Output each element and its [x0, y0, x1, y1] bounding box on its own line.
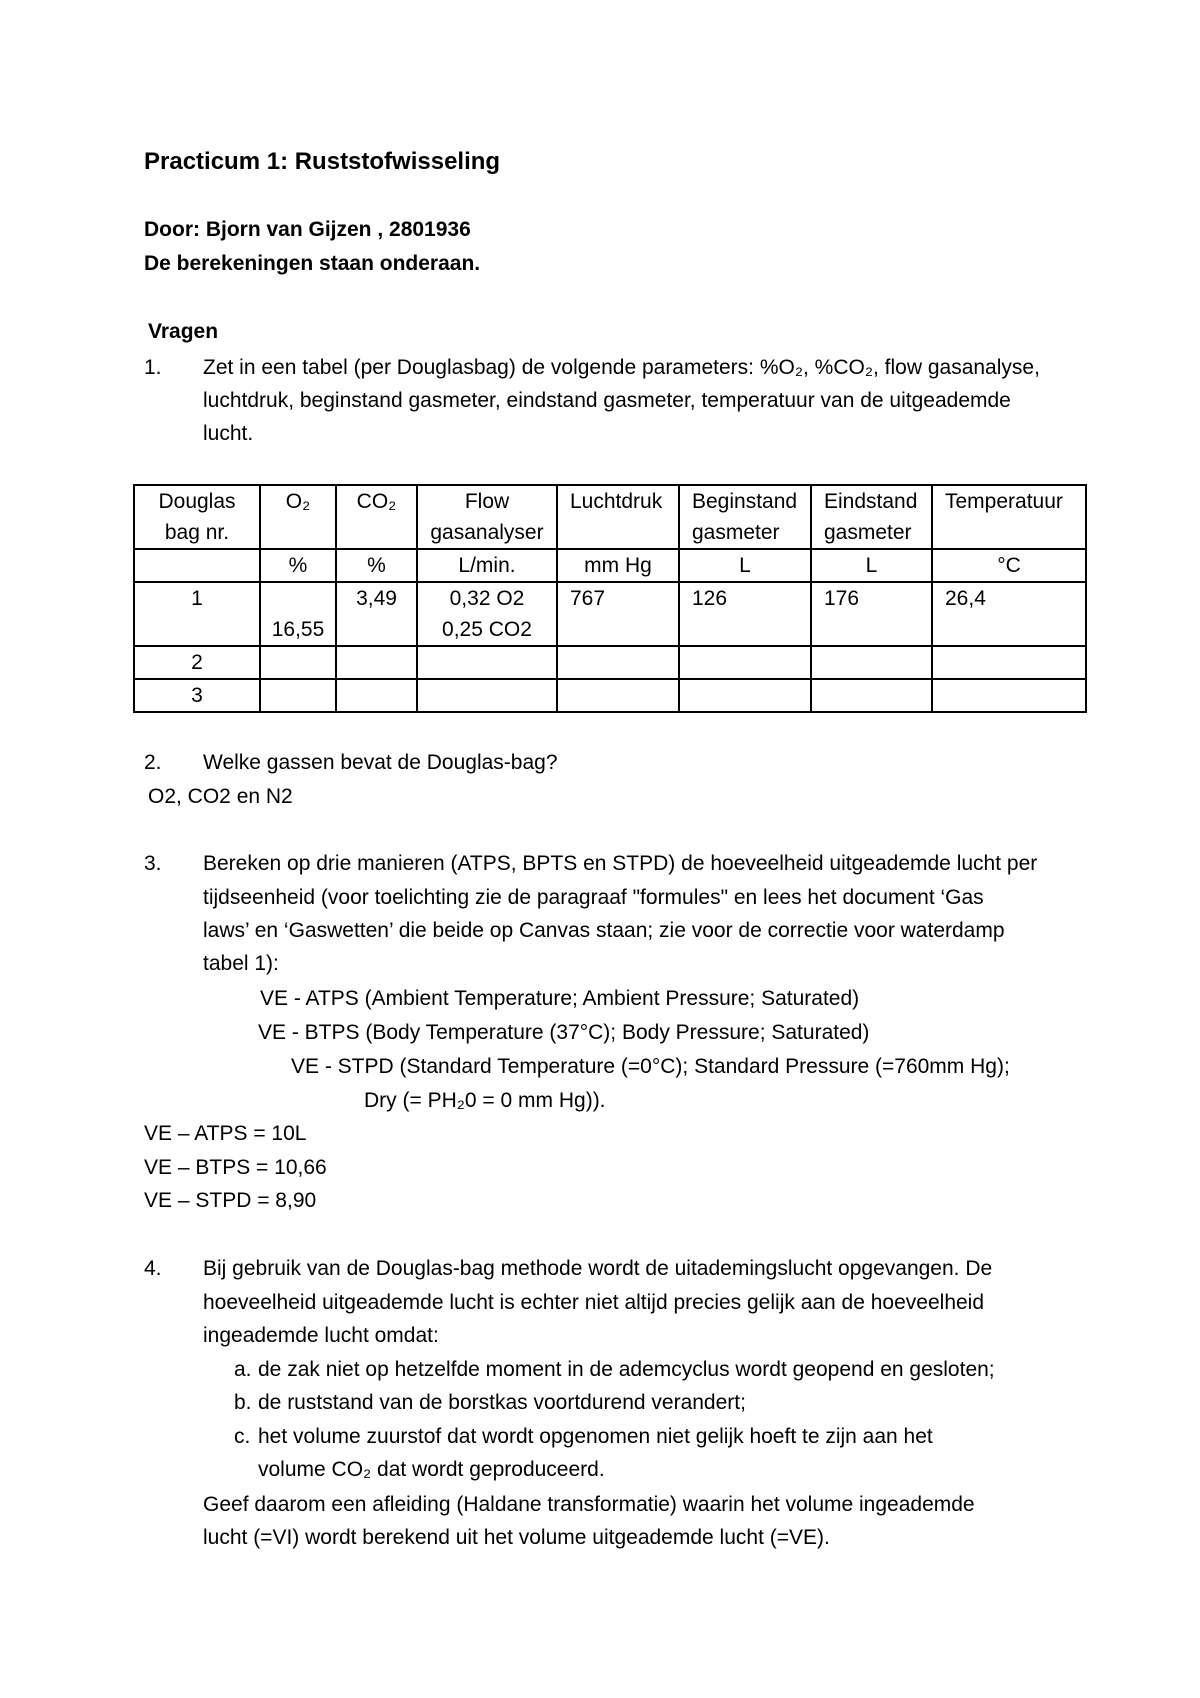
luchtdruk-cell: 767 — [557, 582, 679, 646]
section-heading: Vragen — [148, 320, 219, 343]
eindstand-cell: 176 — [811, 582, 932, 646]
table-row — [134, 582, 1086, 646]
bag-number-cell: 1 — [134, 582, 260, 646]
unit-cell — [134, 549, 260, 582]
beginstand-cell: 126 — [679, 582, 811, 646]
flow-cell: 0,32 O2 0,25 CO2 — [417, 582, 557, 646]
q4-closing-line: lucht (=VI) wordt berekend uit het volume uitgeademde lucht (=VE). — [203, 1526, 830, 1549]
q3-answer-stpd: VE – STPD = 8,90 — [144, 1189, 317, 1212]
unit-cell: L — [811, 549, 932, 582]
q4-line: Bij gebruik van de Douglas-bag methode wordt de uitademingslucht opgevangen. De — [203, 1257, 993, 1280]
q1-line: luchtdruk, beginstand gasmeter, eindstand gasmeter, temperatuur van de uitgeademde — [203, 389, 1011, 412]
q3-answer-atps: VE – ATPS = 10L — [144, 1122, 307, 1145]
q3-def-atps: VE - ATPS (Ambient Temperature; Ambient Pressure; Saturated) — [260, 987, 860, 1010]
table-header-row — [134, 485, 1086, 549]
page-title: Practicum 1: Ruststofwisseling — [144, 148, 501, 175]
unit-cell: % — [260, 549, 336, 582]
q3-def-stpd: VE - STPD (Standard Temperature (=0°C); Standard Pressure (=760mm Hg); — [291, 1055, 1010, 1078]
q4-item-text: het volume zuurstof dat wordt opgenomen niet gelijk hoeft te zijn aan het — [258, 1425, 933, 1448]
q4-line: ingeademde lucht omdat: — [203, 1324, 439, 1347]
q4-item-text: de ruststand van de borstkas voortdurend verandert; — [258, 1391, 746, 1414]
q4-item-text: volume CO₂ dat wordt geproduceerd. — [258, 1458, 605, 1481]
q3-def-btps: VE - BTPS (Body Temperature (37°C); Body Pressure; Saturated) — [258, 1021, 870, 1044]
q1-line: lucht. — [203, 422, 254, 445]
q3-number: 3. — [144, 852, 162, 875]
q4-number: 4. — [144, 1257, 162, 1280]
q1-number: 1. — [144, 356, 162, 379]
q4-line: hoeveelheid uitgeademde lucht is echter niet altijd precies gelijk aan de hoeveelheid — [203, 1291, 985, 1314]
q4-item-text: de zak niet op hetzelfde moment in de ademcyclus wordt geopend en gesloten; — [258, 1358, 995, 1381]
q1-line: Zet in een tabel (per Douglasbag) de volgende parameters: %O₂, %CO₂, flow gasanalyse, — [203, 356, 1040, 379]
q2-question: Welke gassen bevat de Douglas-bag? — [203, 751, 558, 774]
q2-answer: O2, CO2 en N2 — [148, 785, 293, 808]
unit-cell: % — [336, 549, 417, 582]
bag-number-cell: 2 — [134, 646, 260, 679]
table-row — [134, 679, 1086, 712]
q4-item-marker: a. — [234, 1358, 252, 1381]
header-eindstand: Eindstand gasmeter — [811, 485, 932, 549]
q3-line: laws’ en ‘Gaswetten’ die beide op Canvas staan; zie voor de correctie voor waterdamp — [203, 919, 1005, 942]
q4-closing-line: Geef daarom een afleiding (Haldane transformatie) waarin het volume ingeademde — [203, 1493, 975, 1516]
q2-number: 2. — [144, 751, 162, 774]
q4-item-marker: c. — [234, 1425, 251, 1448]
header-o2: O₂ — [260, 485, 336, 549]
q3-def-dry: Dry (= PH₂0 = 0 mm Hg)). — [364, 1089, 606, 1112]
temperatuur-cell: 26,4 — [932, 582, 1086, 646]
q3-line: Bereken op drie manieren (ATPS, BPTS en STPD) de hoeveelheid uitgeademde lucht per — [203, 852, 1038, 875]
header-douglas-bag: Douglas bag nr. — [134, 485, 260, 549]
author-line: Door: Bjorn van Gijzen , 2801936 — [144, 218, 471, 241]
q3-answer-btps: VE – BTPS = 10,66 — [144, 1156, 327, 1179]
q4-item-marker: b. — [234, 1391, 252, 1414]
o2-cell: 16,55 — [260, 582, 336, 646]
header-flow: Flow gasanalyser — [417, 485, 557, 549]
douglas-bag-table — [133, 484, 1085, 710]
table-units-row — [134, 549, 1086, 582]
header-temperatuur: Temperatuur — [932, 485, 1086, 549]
unit-cell: L — [679, 549, 811, 582]
header-luchtdruk: Luchtdruk — [557, 485, 679, 549]
note-line: De berekeningen staan onderaan. — [144, 252, 481, 275]
header-co2: CO₂ — [336, 485, 417, 549]
header-beginstand: Beginstand gasmeter — [679, 485, 811, 549]
q3-line: tabel 1): — [203, 952, 279, 975]
unit-cell: °C — [932, 549, 1086, 582]
table-row — [134, 646, 1086, 679]
q3-line: tijdseenheid (voor toelichting zie de paragraaf "formules" en lees het document ‘Gas — [203, 886, 984, 909]
bag-number-cell: 3 — [134, 679, 260, 712]
co2-cell: 3,49 — [336, 582, 417, 646]
unit-cell: mm Hg — [557, 549, 679, 582]
unit-cell: L/min. — [417, 549, 557, 582]
